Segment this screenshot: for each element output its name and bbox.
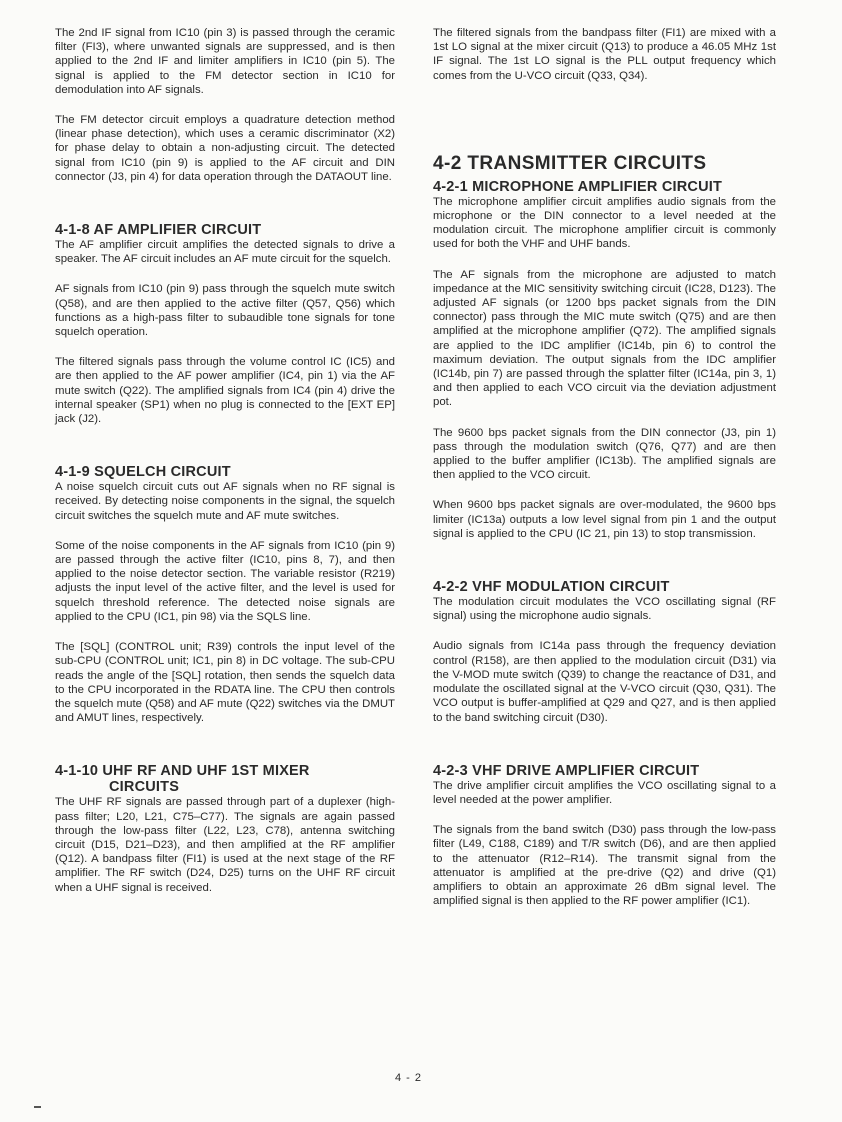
paragraph: The drive amplifier circuit amplifies the VCO oscillating signal to a level needed at the power amplifier. <box>433 779 776 806</box>
paragraph: The 2nd IF signal from IC10 (pin 3) is passed through the ceramic filter (FI3), where unwanted signals are suppressed, and is then applied to the 2nd IF and limiter amplifiers in IC10 (pin 5). The signal is applied to the FM detector section in IC10 for demodulation into AF signals. <box>55 27 395 96</box>
section-heading-squelch: 4-1-9 SQUELCH CIRCUIT <box>55 464 231 481</box>
paragraph: The modulation circuit modulates the VCO oscillating signal (RF signal) using the microphone audio signals. <box>433 596 776 623</box>
paragraph: The UHF RF signals are passed through part of a duplexer (high-pass filter; L20, L21, C75–C77). The signals are again passed through the low-pass filter (L22, L23, C78), antenna switching circuit (D15, D21–D23), and then amplified at the RF amplifier (Q12). A bandpass filter (FI1) is used at the next stage of the RF amplifier. The RF switch (D24, D25) turns on the UHF RF circuit when a UHF signal is received. <box>55 796 395 894</box>
paragraph: The filtered signals from the bandpass filter (FI1) are mixed with a 1st LO signal at the mixer circuit (Q13) to produce a 46.05 MHz 1st IF signal. The 1st LO signal is the PLL output frequency which comes from the U-VCO circuit (Q33, Q34). <box>433 27 776 82</box>
paragraph: The AF signals from the microphone are adjusted to match impedance at the MIC sensitivity switching circuit (IC28, D123). The adjusted AF signals (or 1200 bps packet signals from the DIN connector) pass through the MIC mute switch (Q75) and are then amplified at the microphone amplifier (Q72). The amplified signals are applied to the IDC amplifier (IC14b, pin 6) to control the maximum deviation. The output signals from the IDC amplifier (IC14b, pin 7) are passed through the splatter filter (IC14a, pin 3, 1) and then applied to each VCO circuit via the deviation adjustment pot. <box>433 268 776 409</box>
paragraph: The microphone amplifier circuit amplifies audio signals from the microphone or the DIN connector to a level needed at the modulation circuit. The microphone amplifier circuit is commonly used for both the VHF and UHF bands. <box>433 195 776 251</box>
paragraph: The 9600 bps packet signals from the DIN connector (J3, pin 1) pass through the modulation switch (Q76, Q77) and are then applied to the buffer amplifier (IC13b). The amplified signals are then applied to the VCO circuit. <box>433 426 776 482</box>
section-heading-af-amplifier: 4-1-8 AF AMPLIFIER CIRCUIT <box>55 222 262 239</box>
paragraph: The AF amplifier circuit amplifies the detected signals to drive a speaker. The AF circuit includes an AF mute circuit for the squelch. <box>55 239 395 266</box>
chapter-heading-transmitter: 4-2 TRANSMITTER CIRCUITS <box>433 152 707 174</box>
paragraph: AF signals from IC10 (pin 9) pass through the squelch mute switch (Q58), and are then applied to the active filter (Q57, Q56) which functions as a high-pass filter to subaudible tone signals for tone squelch operation. <box>55 283 395 339</box>
section-heading-microphone-amplifier: 4-2-1 MICROPHONE AMPLIFIER CIRCUIT <box>433 178 723 195</box>
paragraph: Some of the noise components in the AF signals from IC10 (pin 9) are passed through the active filter (IC10, pins 8, 7), and then applied to the noise detector section. The variable resistor (R219) adjusts the input level of the active filter, and the level is used for squelch threshold reference. The detected noise signals are applied to the CPU (IC1, pin 98) via the SQLS line. <box>55 539 395 623</box>
paragraph: The filtered signals pass through the volume control IC (IC5) and are then applied to the AF power amplifier (IC4, pin 1) via the AF mute switch (Q22). The amplified signals from IC4 (pin 4) drive the internal speaker (SP1) when no plug is connected to the [EXT EP] jack (J2). <box>55 356 395 426</box>
paragraph: A noise squelch circuit cuts out AF signals when no RF signal is received. By detecting noise components in the signal, the squelch circuit switches the squelch mute and AF mute switches. <box>55 481 395 522</box>
section-heading-uhf-rf-mixer: 4-1-10 UHF RF AND UHF 1ST MIXER <box>55 763 310 780</box>
paragraph: Audio signals from IC14a pass through the frequency deviation control (R158), are then applied to the modulation circuit (D31) via the V-MOD mute switch (Q39) to change the reactance of D31, and modulate the oscillated signal at the V-VCO circuit (Q30, Q31). The VCO output is buffer-amplified at Q29 and Q27, and is then applied to the band switching circuit (D30). <box>433 640 776 724</box>
paragraph: The [SQL] (CONTROL unit; R39) controls the input level of the sub-CPU (CONTROL unit; IC1, pin 8) in DC voltage. The sub-CPU reads the angle of the [SQL] rotation, then sends the squelch data to the CPU incorporated in the RDATA line. The CPU then controls the squelch mute (Q58) and AF mute (Q22) switches via the DMUT and AMUT lines, respectively. <box>55 641 395 725</box>
left-column <box>55 26 395 895</box>
scan-mark <box>34 1106 41 1108</box>
right-column <box>433 26 776 908</box>
paragraph: The FM detector circuit employs a quadrature detection method (linear phase detection), which uses a ceramic discriminator (X2) for phase delay to obtain a non-adjusting circuit. The detected signal from IC10 (pin 9) is applied to the AF circuit and DIN connector (J3, pin 4) for data operation through the DATAOUT line. <box>55 114 395 183</box>
section-heading-uhf-rf-mixer-cont: CIRCUITS <box>109 779 180 796</box>
paragraph: The signals from the band switch (D30) pass through the low-pass filter (L49, C188, C189) and T/R switch (D6), and are then applied to the attenuator (R12–R14). The transmit signal from the attenuator is amplified at the pre-drive (Q2) and drive (Q1) amplifiers to obtain an approximate 26 dBm signal level. The amplified signal is then applied to the RF power amplifier (IC1). <box>433 824 776 908</box>
section-heading-vhf-modulation: 4-2-2 VHF MODULATION CIRCUIT <box>433 579 670 596</box>
paragraph: When 9600 bps packet signals are over-modulated, the 9600 bps limiter (IC13a) outputs a low level signal from pin 1 and the output signal is applied to the CPU (IC 21, pin 13) to stop transmission. <box>433 499 776 540</box>
section-heading-vhf-drive-amplifier: 4-2-3 VHF DRIVE AMPLIFIER CIRCUIT <box>433 762 700 779</box>
page-number: 4 - 2 <box>395 1072 423 1084</box>
